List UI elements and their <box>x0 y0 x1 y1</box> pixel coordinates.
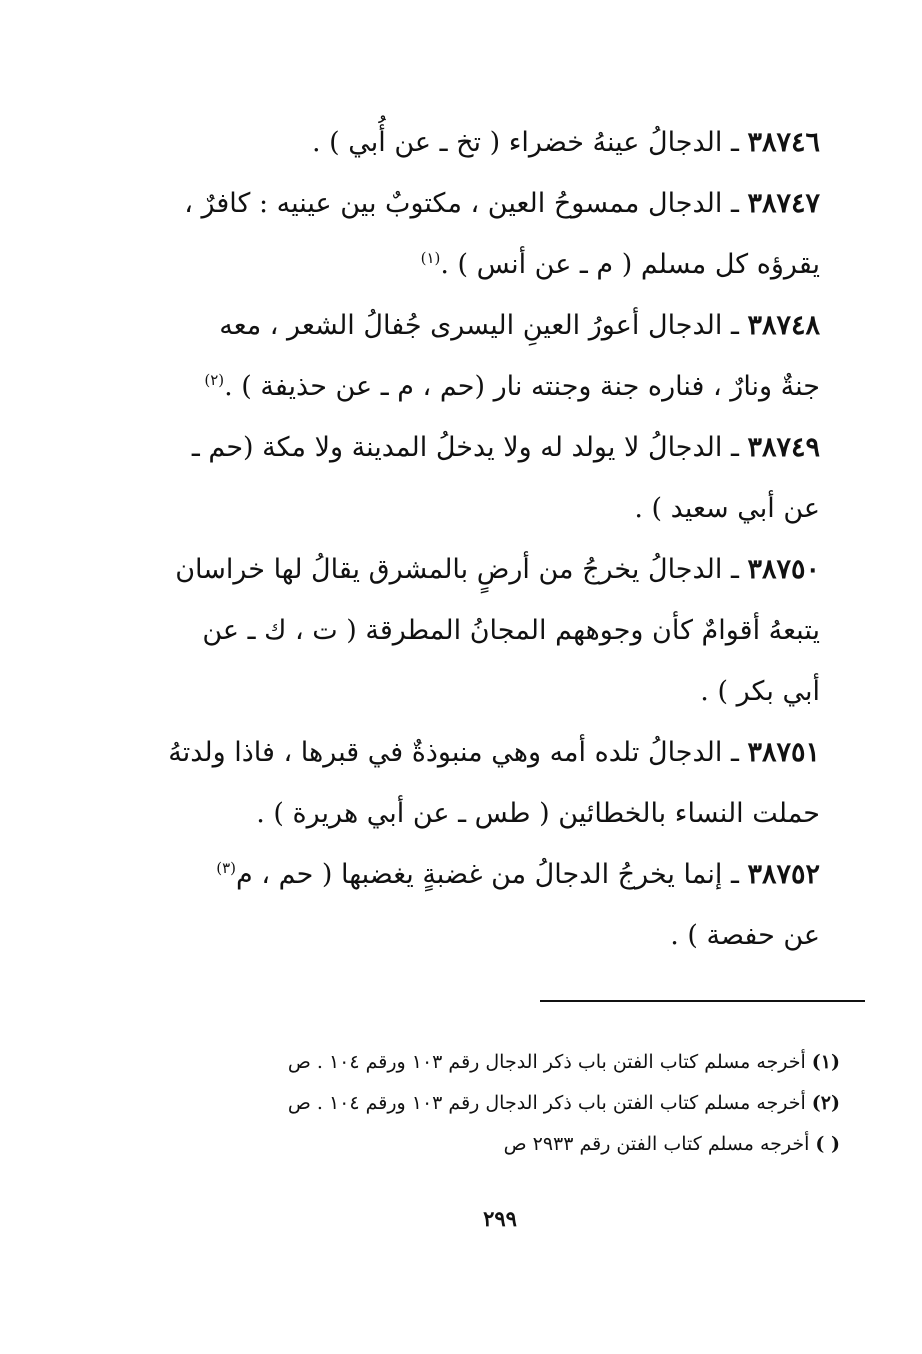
hadith-38749 <box>140 417 820 539</box>
footnote-reference: (٢) <box>204 371 225 389</box>
hadith-continuation <box>140 356 820 417</box>
page-number: ٢٩٩ <box>483 1206 517 1231</box>
hadith-continuation-text: يقرؤه كل مسلم ( م ـ عن أنس ) . <box>440 249 820 280</box>
hadith-continuation: أبي بكر ) . <box>700 676 820 707</box>
footnote-marker: (٢) <box>811 1092 840 1114</box>
hadith-number: ٣٨٧٥٠ <box>747 554 820 585</box>
footnote-item <box>160 1042 840 1083</box>
hadith-number: ٣٨٧٤٧ <box>747 188 820 219</box>
hadith-38747 <box>140 173 820 295</box>
hadith-number: ٣٨٧٤٦ <box>747 127 820 158</box>
footnote-divider <box>540 1000 865 1002</box>
hadith-text: ـ الدجالُ لا يولد له ولا يدخلُ المدينة ولا مكة (حم ـ <box>191 432 739 463</box>
hadith-text: ـ إنما يخرجُ الدجالُ من غضبةٍ يغضبها ( حم ، م <box>236 859 739 890</box>
hadith-text: ـ الدجالُ يخرجُ من أرضٍ بالمشرق يقالُ لها خراسان <box>175 554 739 585</box>
hadith-continuation-text: جنةٌ ونارٌ ، فناره جنة وجنته نار (حم ، م ـ عن حذيفة ) . <box>224 371 820 402</box>
hadith-38750 <box>140 539 820 722</box>
hadith-38752 <box>140 844 820 966</box>
hadith-list <box>140 112 820 966</box>
hadith-text: ـ الدجالُ تلده أمه وهي منبوذةٌ في قبرها ، فاذا ولدتهُ <box>168 737 739 768</box>
footnote-item <box>160 1124 840 1165</box>
footnote-item <box>160 1083 840 1124</box>
hadith-38748 <box>140 295 820 417</box>
footnote-reference: (١) <box>420 249 441 267</box>
hadith-number: ٣٨٧٥١ <box>747 737 820 768</box>
hadith-text: ـ الدجال أعورُ العينِ اليسرى جُفالُ الشعر ، معه <box>219 310 739 341</box>
footnote-marker: (١) <box>811 1051 840 1073</box>
hadith-continuation <box>140 234 820 295</box>
hadith-38751 <box>140 722 820 844</box>
hadith-number: ٣٨٧٤٨ <box>747 310 820 341</box>
hadith-continuation: يتبعهُ أقوامٌ كأن وجوههم المجانُ المطرقة ( ت ، ك ـ عن <box>202 615 820 646</box>
footnote-text: أخرجه مسلم كتاب الفتن باب ذكر الدجال رقم ١٠٣ ورقم ١٠٤ . ص <box>287 1092 806 1114</box>
hadith-continuation: عن حفصة ) . <box>670 920 820 951</box>
footnote-marker: ( ) <box>815 1133 840 1155</box>
hadith-38746 <box>140 112 820 173</box>
footnote-text: أخرجه مسلم كتاب الفتن رقم ٢٩٣٣ ص <box>503 1133 810 1155</box>
footnote-reference: (٣) <box>216 859 237 877</box>
footnote-text: أخرجه مسلم كتاب الفتن باب ذكر الدجال رقم ١٠٣ ورقم ١٠٤ . ص <box>287 1051 806 1073</box>
hadith-number: ٣٨٧٥٢ <box>747 859 820 890</box>
hadith-text: ـ الدجال ممسوحُ العين ، مكتوبٌ بين عينيه : كافرٌ ، <box>184 188 739 219</box>
hadith-text: ـ الدجالُ عينهُ خضراء ( تخ ـ عن أُبي ) . <box>311 127 739 158</box>
footnotes <box>160 1042 840 1165</box>
hadith-continuation: حملت النساء بالخطائين ( طس ـ عن أبي هريرة ) . <box>256 798 820 829</box>
hadith-continuation: عن أبي سعيد ) . <box>634 493 820 524</box>
hadith-number: ٣٨٧٤٩ <box>747 432 820 463</box>
